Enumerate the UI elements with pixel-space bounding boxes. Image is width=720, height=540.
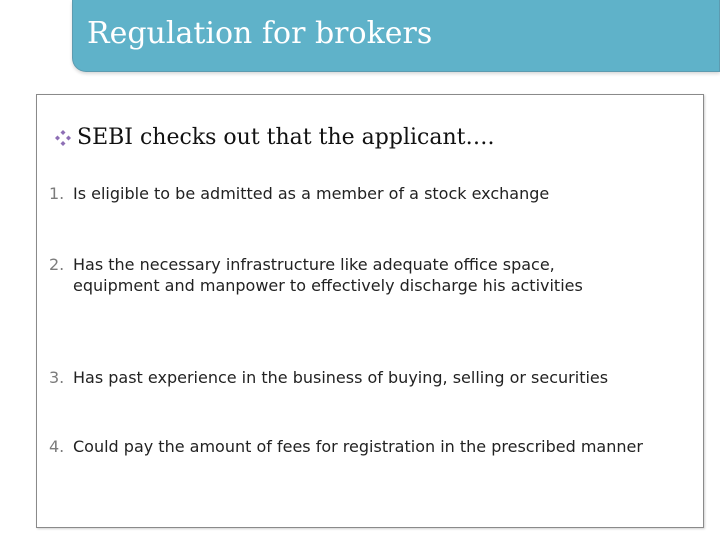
- item-number: 4.: [49, 437, 65, 456]
- item-text: Is eligible to be admitted as a member of a stock exchange: [73, 184, 550, 203]
- lead-text: SEBI checks out that the applicant….: [77, 125, 495, 150]
- item-number: 1.: [49, 184, 65, 203]
- lead-line: [53, 125, 494, 150]
- page-title: Regulation for brokers: [87, 16, 433, 51]
- diamond-bullet-icon: [53, 128, 73, 148]
- item-text: Has the necessary infrastructure like adequate office space, equipment and manpower to effectively discharge his activities: [73, 255, 583, 295]
- content-box: [36, 94, 704, 528]
- item-number: 3.: [49, 368, 65, 387]
- item-text: Could pay the amount of fees for registration in the prescribed manner: [73, 437, 643, 456]
- item-number: 2.: [49, 255, 65, 274]
- title-bar: [72, 0, 720, 72]
- item-text: Has past experience in the business of buying, selling or securities: [73, 368, 609, 387]
